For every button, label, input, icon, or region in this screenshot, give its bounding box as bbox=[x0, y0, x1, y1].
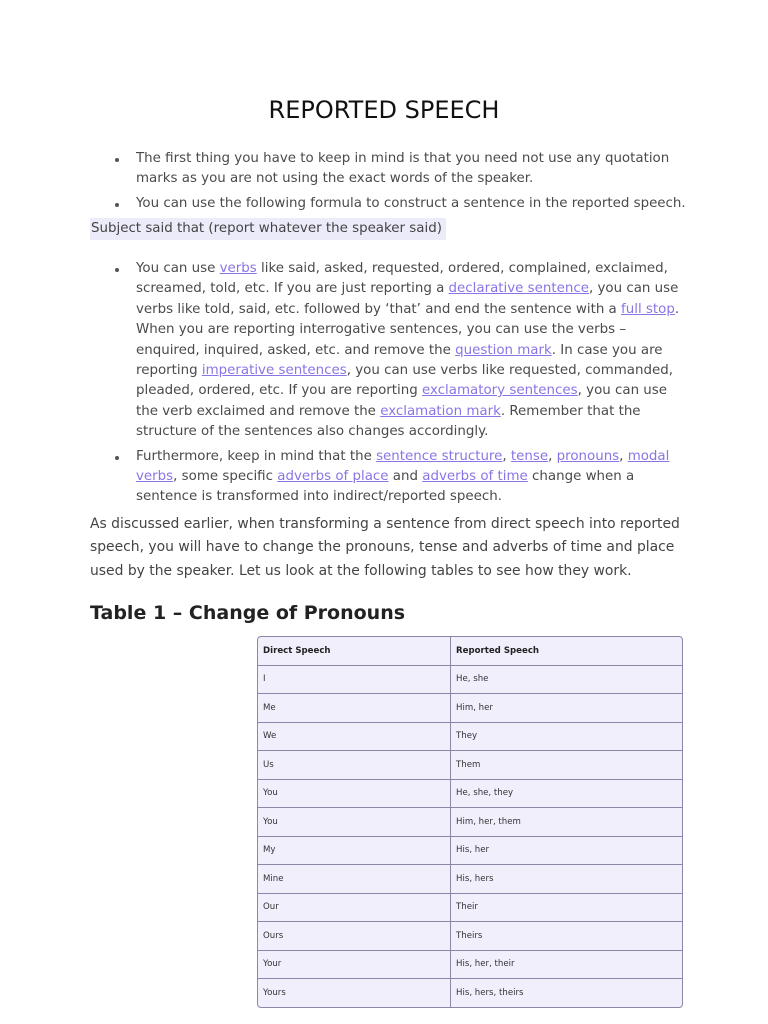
list-item-furthermore bbox=[90, 447, 690, 508]
reported-speech-cell: He, she, they bbox=[451, 780, 682, 809]
direct-speech-cell: Us bbox=[258, 751, 451, 780]
table-heading: Table 1 – Change of Pronouns bbox=[90, 602, 406, 624]
direct-speech-cell: Your bbox=[258, 951, 451, 980]
link-pronouns[interactable]: pronouns bbox=[556, 448, 620, 464]
direct-speech-cell: Ours bbox=[258, 922, 451, 951]
reported-speech-cell: Their bbox=[451, 894, 682, 923]
list-item: You can use the following formula to construct a sentence in the reported speech. bbox=[90, 194, 690, 214]
link-modal-verbs[interactable]: modal verbs bbox=[136, 448, 670, 485]
text: You can use bbox=[136, 261, 220, 276]
table-row bbox=[258, 837, 682, 866]
separator: , bbox=[619, 448, 628, 464]
table-row bbox=[258, 780, 682, 809]
table-row bbox=[258, 723, 682, 752]
link-verbs[interactable]: verbs bbox=[219, 261, 257, 276]
reported-speech-cell: He, she bbox=[451, 666, 682, 695]
reported-speech-cell: His, hers, theirs bbox=[456, 987, 524, 998]
table-row bbox=[258, 865, 682, 894]
column-header-direct: Direct Speech bbox=[258, 637, 451, 666]
link-imperative-sentences[interactable]: imperative sentences bbox=[201, 363, 347, 379]
reported-speech-cell: Theirs bbox=[451, 922, 682, 951]
reported-speech-cell: They bbox=[451, 723, 682, 752]
list-item: The first thing you have to keep in mind is that you need not use any quotation marks as you are not using the exact words of the speaker. bbox=[90, 149, 690, 190]
direct-speech-cell: Yours bbox=[258, 979, 451, 1007]
link-exclamation-mark[interactable]: exclamation mark bbox=[380, 403, 501, 419]
text: . In case you are reporting bbox=[136, 342, 663, 379]
reported-speech-cell: His, her, their bbox=[451, 951, 682, 980]
text: change when a sentence is transformed into indirect/reported speech. bbox=[136, 469, 635, 505]
link-full-stop[interactable]: full stop bbox=[621, 301, 675, 317]
body-paragraph: As discussed earlier, when transforming a sentence from direct speech into reported speech, you will have to change the pronouns, tense and adverbs of time and place used by the speaker. Let us look at the following tables to see how they work. bbox=[90, 516, 680, 579]
text: Furthermore, keep in mind that the bbox=[136, 448, 377, 464]
table-row bbox=[258, 951, 682, 980]
table-row bbox=[258, 808, 682, 837]
reported-speech-cell: Them bbox=[451, 751, 682, 780]
link-exclamatory-sentences[interactable]: exclamatory sentences bbox=[422, 383, 578, 399]
column-header-reported: Reported Speech bbox=[451, 637, 682, 666]
direct-speech-cell: You bbox=[258, 780, 451, 809]
table-row bbox=[258, 979, 682, 1007]
table-row bbox=[258, 922, 682, 951]
table-header-row bbox=[258, 637, 682, 666]
table-body bbox=[258, 666, 682, 1007]
table-row bbox=[258, 751, 682, 780]
text: . When you are reporting interrogative sentences, you can use the verbs – enquired, inquired, asked, etc. and remove the bbox=[136, 301, 680, 358]
direct-speech-cell: You bbox=[258, 808, 451, 837]
reported-speech-cell: His, her bbox=[451, 837, 682, 866]
link-sentence-structure[interactable]: sentence structure bbox=[376, 448, 503, 464]
intro-bullet-list bbox=[90, 149, 690, 218]
list-item-verbs bbox=[90, 259, 690, 443]
link-tense[interactable]: tense bbox=[510, 448, 549, 464]
rules-bullet-list bbox=[90, 259, 690, 512]
page-title: REPORTED SPEECH bbox=[268, 96, 500, 124]
link-declarative-sentence[interactable]: declarative sentence bbox=[448, 281, 589, 297]
separator: , bbox=[548, 448, 557, 464]
text: like said, asked, requested, ordered, complained, exclaimed, screamed, told, etc. If you are just reporting a bbox=[136, 261, 668, 297]
direct-speech-cell: My bbox=[258, 837, 451, 866]
separator: , bbox=[502, 448, 511, 464]
direct-speech-cell: Our bbox=[258, 894, 451, 923]
text: and bbox=[388, 469, 423, 485]
pronoun-table bbox=[257, 636, 683, 1008]
direct-speech-cell: Mine bbox=[258, 865, 451, 894]
text: , you can use the verb exclaimed and remove the bbox=[136, 383, 668, 419]
link-adverbs-of-time[interactable]: adverbs of time bbox=[422, 469, 528, 485]
text: , you can use verbs like told, said, etc. followed by ‘that’ and end the sentence with a bbox=[136, 281, 679, 317]
formula-highlight: Subject said that (report whatever the speaker said) bbox=[90, 218, 446, 240]
table-row bbox=[258, 666, 682, 695]
reported-speech-cell: Him, her, them bbox=[451, 808, 682, 837]
link-adverbs-of-place[interactable]: adverbs of place bbox=[277, 469, 389, 485]
direct-speech-cell: I bbox=[258, 666, 451, 695]
direct-speech-cell: Me bbox=[258, 694, 451, 723]
reported-speech-cell: His, hers bbox=[451, 865, 682, 894]
table-row bbox=[258, 694, 682, 723]
reported-speech-cell: Him, her bbox=[451, 694, 682, 723]
link-question-mark[interactable]: question mark bbox=[455, 342, 552, 358]
text: . Remember that the structure of the sentences also changes accordingly. bbox=[136, 403, 641, 440]
text: , some specific bbox=[173, 469, 278, 485]
table-row bbox=[258, 894, 682, 923]
direct-speech-cell: We bbox=[258, 723, 451, 752]
text: , you can use verbs like requested, commanded, pleaded, ordered, etc. If you are reporting bbox=[136, 363, 673, 399]
